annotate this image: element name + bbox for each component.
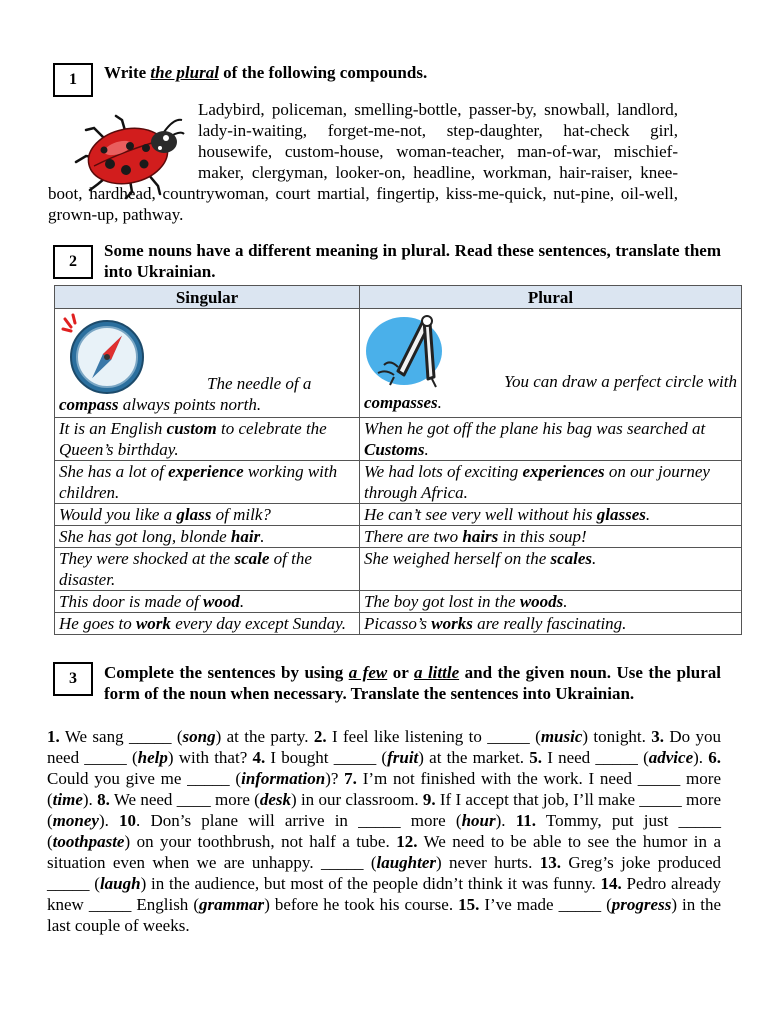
list-item: 15. I’ve made _____ (progress) in the last couple of weeks.: [47, 895, 722, 935]
ladybug-icon: [66, 110, 186, 200]
table-row: [55, 309, 742, 418]
list-item: 9. If I accept that job, I’ll make _____ more (money).: [47, 790, 721, 830]
exercise-2-heading: Some nouns have a different meaning in plural. Read these sentences, translate them into Ukrainian.: [104, 241, 721, 281]
singular-cell: Would you like a glass of milk?: [55, 504, 360, 526]
exercise-number-3: 3: [53, 662, 93, 696]
exercise-1-heading: Write the plural of the following compounds.: [104, 63, 428, 82]
plural-cell: She weighed herself on the scales.: [360, 548, 742, 591]
list-item: 10. Don’s plane will arrive in _____ more (hour).: [119, 811, 516, 830]
compass-singular-sentence: The needle of a compass always points north.: [59, 374, 312, 414]
list-item: 6. Could you give me _____ (information)?: [47, 748, 721, 788]
singular-cell: He goes to work every day except Sunday.: [55, 613, 360, 635]
list-item: 5. I need _____ (advice).: [529, 748, 709, 767]
plural-cell: Picasso’s works are really fascinating.: [360, 613, 742, 635]
singular-cell: She has got long, blonde hair.: [55, 526, 360, 548]
table-row: [55, 548, 742, 591]
singular-cell: It is an English custom to celebrate the Queen’s birthday.: [55, 418, 360, 461]
exercise-3-sentences: [47, 726, 721, 936]
singular-cell: She has a lot of experience working with children.: [55, 461, 360, 504]
plural-cell: We had lots of exciting experiences on our journey through Africa.: [360, 461, 742, 504]
list-item: 2. I feel like listening to _____ (music) tonight.: [313, 727, 652, 746]
header-singular: Singular: [55, 286, 360, 309]
singular-cell: This door is made of wood.: [55, 591, 360, 613]
plural-cell: There are two hairs in this soup!: [360, 526, 742, 548]
header-plural: Plural: [360, 286, 742, 309]
heading-underlined-a-little: a little: [413, 663, 460, 682]
exercise-number-2: 2: [53, 245, 93, 279]
compound-words-list: Ladybird, policeman, smelling-bottle, passer-by, snowball, landlord, lady-in-waiting, forget-me-not, step-daughter, hat-check girl, housewife, custom-house, woman-teacher, man-of-war, mischief-maker, clergyman, looker-on, headline, workman, hair-raiser, knee-boot, hardhead, countrywoman, court martial, fingertip, kiss-me-quick, nut-pine, oil-well, grown-up, pathway.: [48, 100, 678, 224]
table-row: [55, 591, 742, 613]
list-item: 8. We need ____ more (desk) in our classroom.: [97, 790, 423, 809]
table-row: [55, 613, 742, 635]
singular-cell: They were shocked at the scale of the disaster.: [55, 548, 360, 591]
plural-cell: He can’t see very well without his glasses.: [360, 504, 742, 526]
heading-underlined: the plural: [150, 63, 219, 82]
exercise-3-heading-line: Complete the sentences by using a few or a little and the given noun. Use the plural form of the noun when necessary. Translate the sentences into Ukrainian.: [104, 663, 721, 703]
list-item: 14. Pedro already knew _____ English (grammar) before he took his course.: [47, 874, 722, 914]
heading-underlined-a-few: a few: [348, 663, 388, 682]
list-item: 3. Do you need _____ (help) with that?: [47, 727, 721, 767]
table-row: [55, 418, 742, 461]
plural-cell: The boy got lost in the woods.: [360, 591, 742, 613]
table-row: [55, 461, 742, 504]
list-item: 7. I’m not finished with the work. I need _____ more (time).: [47, 769, 721, 809]
exercise-number-1: 1: [53, 63, 93, 97]
list-item: 1. We sang _____ (song) at the party.: [47, 727, 314, 746]
singular-plural-table: [54, 285, 742, 635]
table-row: [55, 504, 742, 526]
list-item: 4. I bought _____ (fruit) at the market.: [252, 748, 530, 767]
list-item: 13. Greg’s joke produced _____ (laugh) in the audience, but most of the people didn’t think it was funny.: [47, 853, 721, 893]
table-row: [55, 526, 742, 548]
list-item: 12. We need to be able to see the humor in a situation even when we are unhappy. _____ (laughter) never hurts.: [47, 832, 722, 872]
compass-plural-sentence: You can draw a perfect circle with compasses.: [364, 372, 737, 412]
list-item: 11. Tommy, put just _____ (toothpaste) on your toothbrush, not half a tube.: [47, 811, 721, 851]
plural-cell: When he got off the plane his bag was searched at Customs.: [360, 418, 742, 461]
